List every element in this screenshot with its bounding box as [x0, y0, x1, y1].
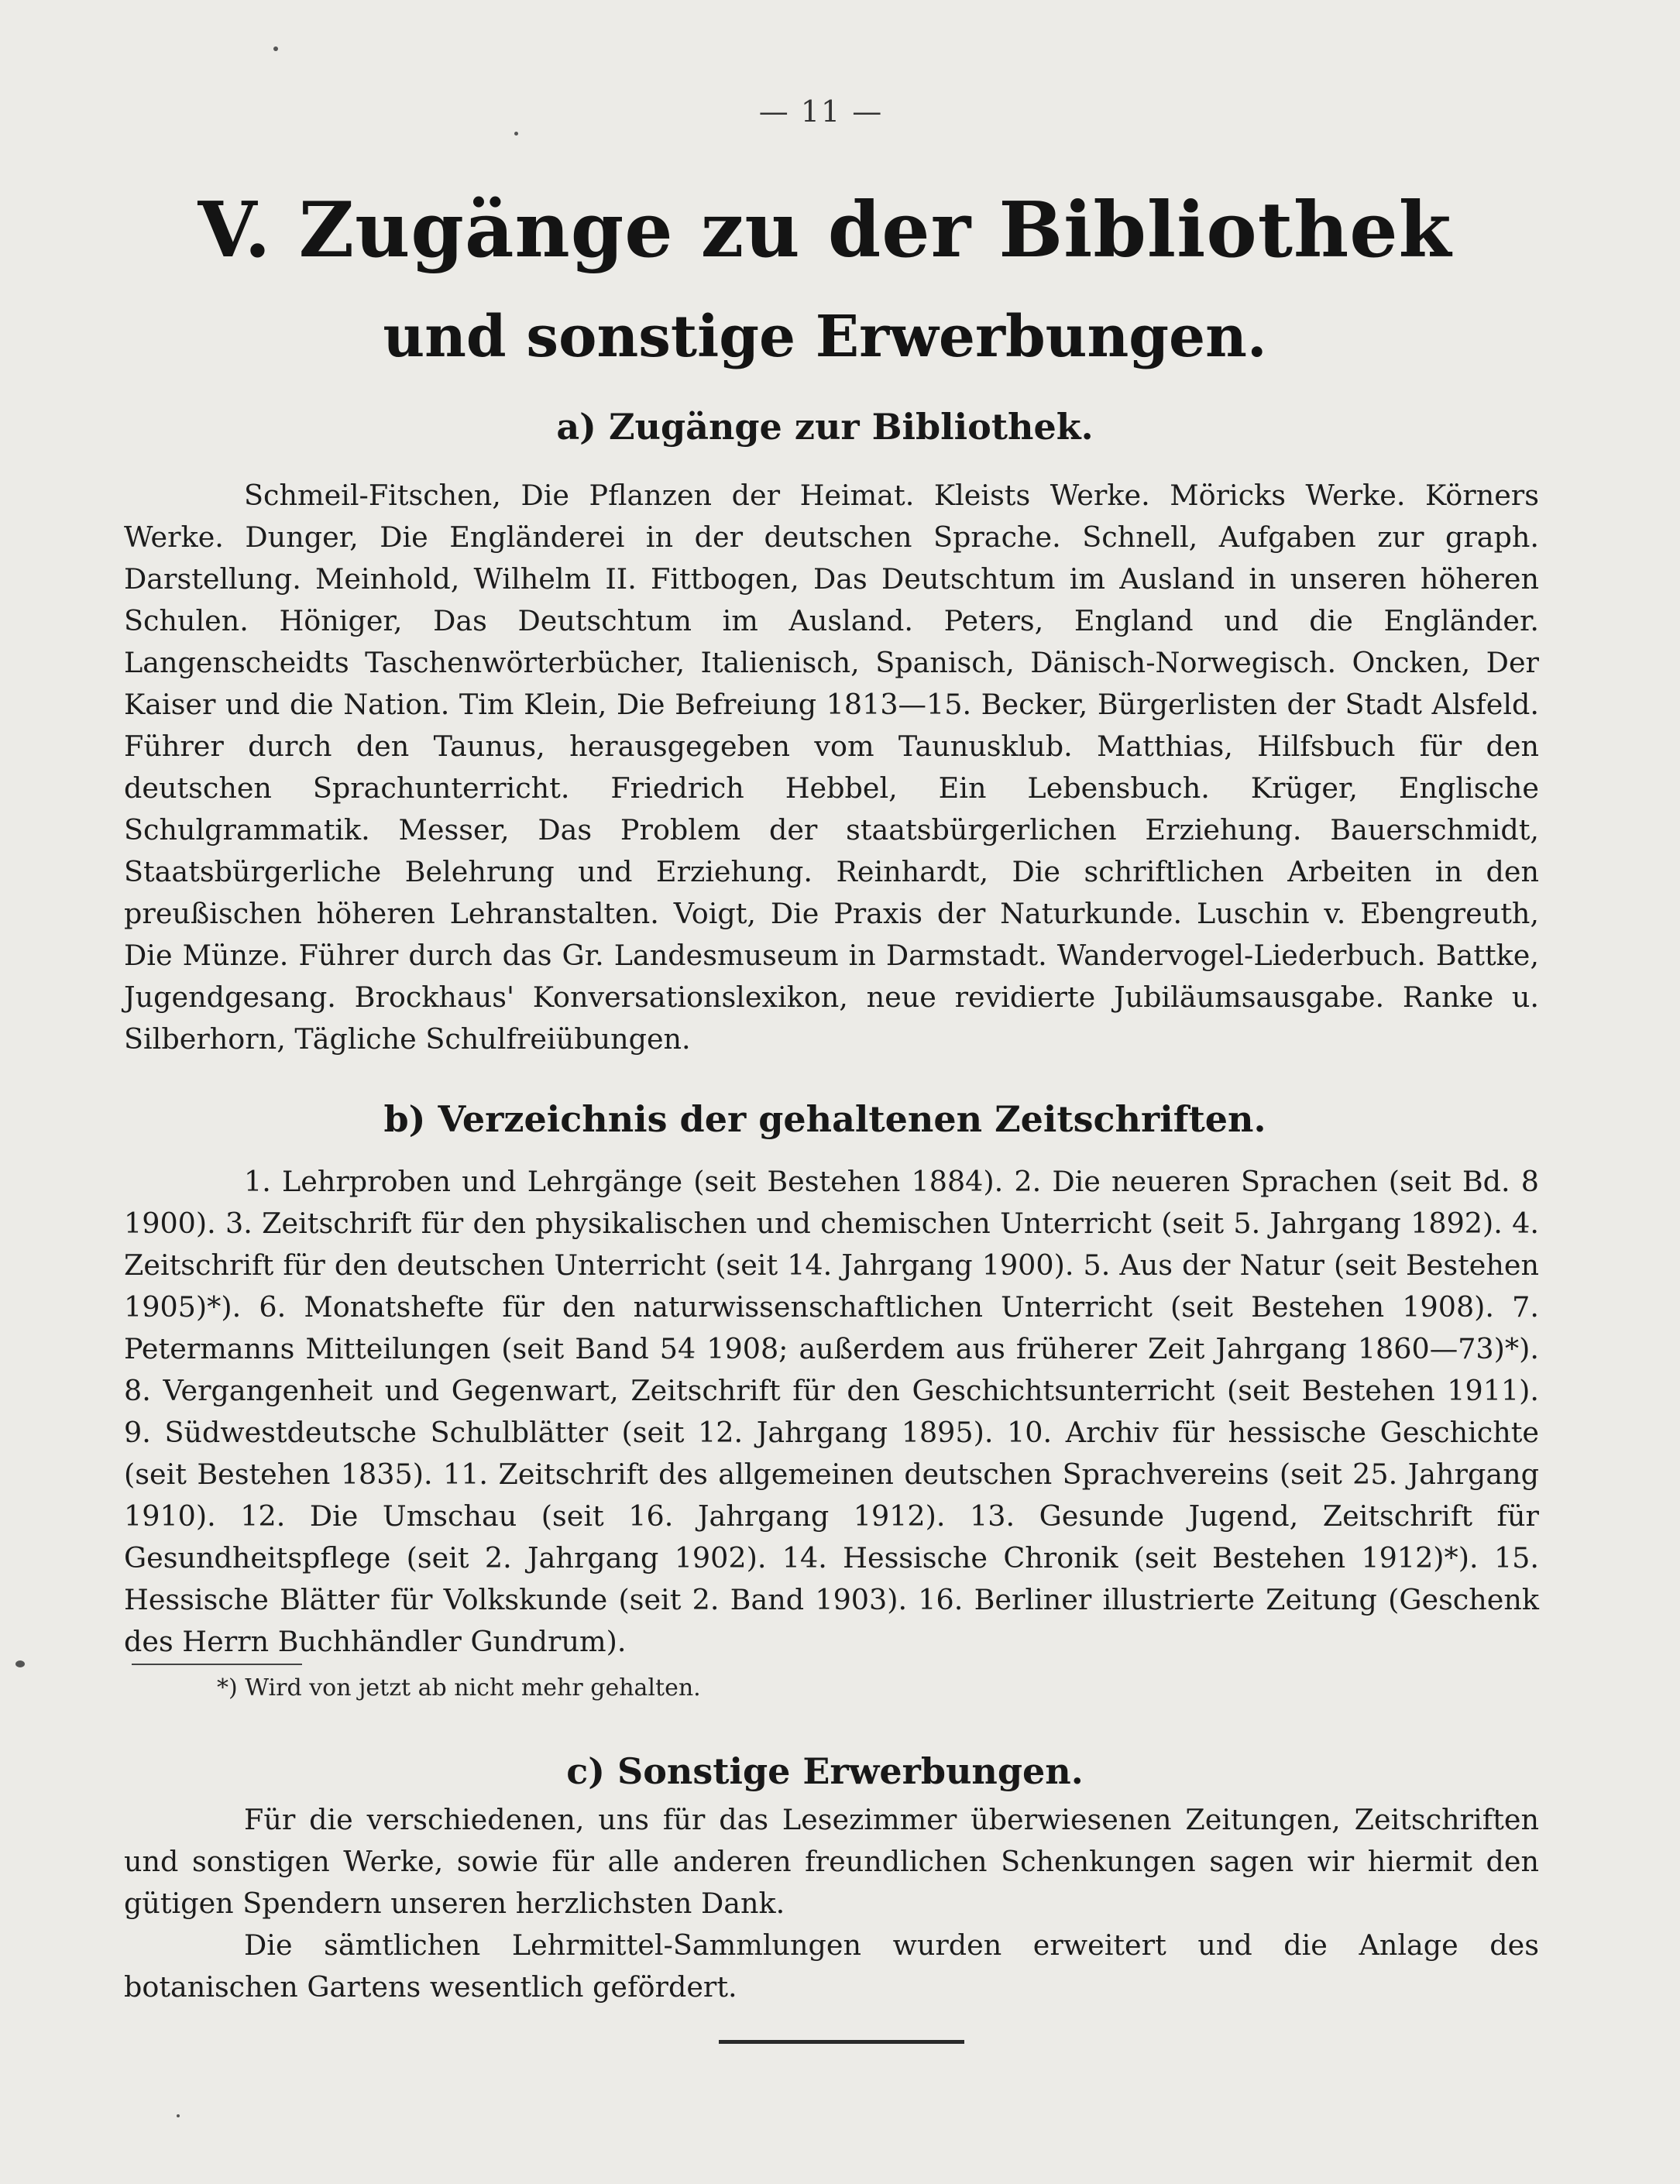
- section-c-paragraph-2: Die sämtlichen Lehrmittel-Sammlungen wurden erweitert und die Anlage des botanischen Gartens wesentlich gefördert.: [124, 1928, 1539, 2004]
- page-title: V. Zugänge zu der Bibliothek: [198, 186, 1452, 275]
- page-subtitle: und sonstige Erwerbungen.: [383, 304, 1267, 370]
- section-b-text: 1. Lehrproben und Lehrgänge (seit Bestehen 1884). 2. Die neueren Sprachen (seit Bd. 8 1900). 3. Zeitschrift für den physikalischen und chemischen Unterricht (seit 5. Jahrgang 1892). 4. Zeitschrift für den deutschen Unterricht (seit 14. Jahrgang 1900). 5. Aus der Natur (seit Bestehen 1905)*). 6. Monatshefte für den naturwissenschaftlichen Unterricht (seit Bestehen 1908). 7. Petermanns Mitteilungen (seit Band 54 1908; außerdem aus früherer Zeit Jahrgang 1860—73)*). 8. Vergangenheit und Gegenwart, Zeitschrift für den Geschichtsunterricht (seit Bestehen 1911). 9. Südwestdeutsche Schulblätter (seit 12. Jahrgang 1895). 10. Archiv für hessische Geschichte (seit Bestehen 1835). 11. Zeitschrift des allgemeinen deutschen Sprachvereins (seit 25. Jahrgang 1910). 12. Die Umschau (seit 16. Jahrgang 1912). 13. Gesunde Jugend, Zeitschrift für Gesundheitspflege (seit 2. Jahrgang 1902). 14. Hessische Chronik (seit Bestehen 1912)*). 15. Hessische Blätter für Volkskunde (seit 2. Band 1903). 16. Berliner illustrierte Zeitung (Geschenk des Herrn Buchhändler Gundrum).: [124, 1165, 1539, 1658]
- section-a-text: Schmeil-Fitschen, Die Pflanzen der Heimat. Kleists Werke. Möricks Werke. Körners Werke. Dunger, Die Engländerei in der deutschen Sprache. Schnell, Aufgaben zur graph. Darstellung. Meinhold, Wilhelm II. Fittbogen, Das Deutschtum im Ausland in unseren höheren Schulen. Höniger, Das Deutschtum im Ausland. Peters, England und die Engländer. Langenscheidts Taschenwörterbücher, Italienisch, Spanisch, Dänisch-Norwegisch. Oncken, Der Kaiser und die Nation. Tim Klein, Die Befreiung 1813—15. Becker, Bürgerlisten der Stadt Alsfeld. Führer durch den Taunus, herausgegeben vom Taunusklub. Matthias, Hilfsbuch für den deutschen Sprachunterricht. Friedrich Hebbel, Ein Lebensbuch. Krüger, Englische Schulgrammatik. Messer, Das Problem der staatsbürgerlichen Erziehung. Bauerschmidt, Staatsbürgerliche Belehrung und Erziehung. Reinhardt, Die schriftlichen Arbeiten in den preußischen höheren Lehranstalten. Voigt, Die Praxis der Naturkunde. Luschin v. Ebengreuth, Die Münze. Führer durch das Gr. Landesmuseum in Darmstadt. Wandervogel-Liederbuch. Battke, Jugendgesang. Brockhaus' Konversationslexikon, neue revidierte Jubiläumsausgabe. Ranke u. Silberhorn, Tägliche Schulfreiübungen.: [124, 479, 1539, 1056]
- end-rule: [719, 2040, 964, 2044]
- section-c-paragraph-1: Für die verschiedenen, uns für das Lesezimmer überwiesenen Zeitungen, Zeitschriften und sonstigen Werke, sowie für alle anderen freundlichen Schenkungen sagen wir hiermit den gütigen Spendern unseren herzlichsten Dank.: [124, 1803, 1539, 1920]
- scan-speck: [177, 2114, 180, 2117]
- scan-speck: [15, 1660, 25, 1667]
- section-a-heading: a) Zugänge zur Bibliothek.: [556, 406, 1094, 448]
- scan-speck: [273, 46, 278, 51]
- footnote: *) Wird von jetzt ab nicht mehr gehalten.: [217, 1674, 701, 1702]
- footnote-rule: [132, 1664, 302, 1665]
- section-c-heading: c) Sonstige Erwerbungen.: [566, 1750, 1084, 1792]
- scan-speck: [514, 132, 518, 136]
- page-number: — 11 —: [758, 94, 884, 129]
- section-b-heading: b) Verzeichnis der gehaltenen Zeitschriften.: [383, 1098, 1266, 1140]
